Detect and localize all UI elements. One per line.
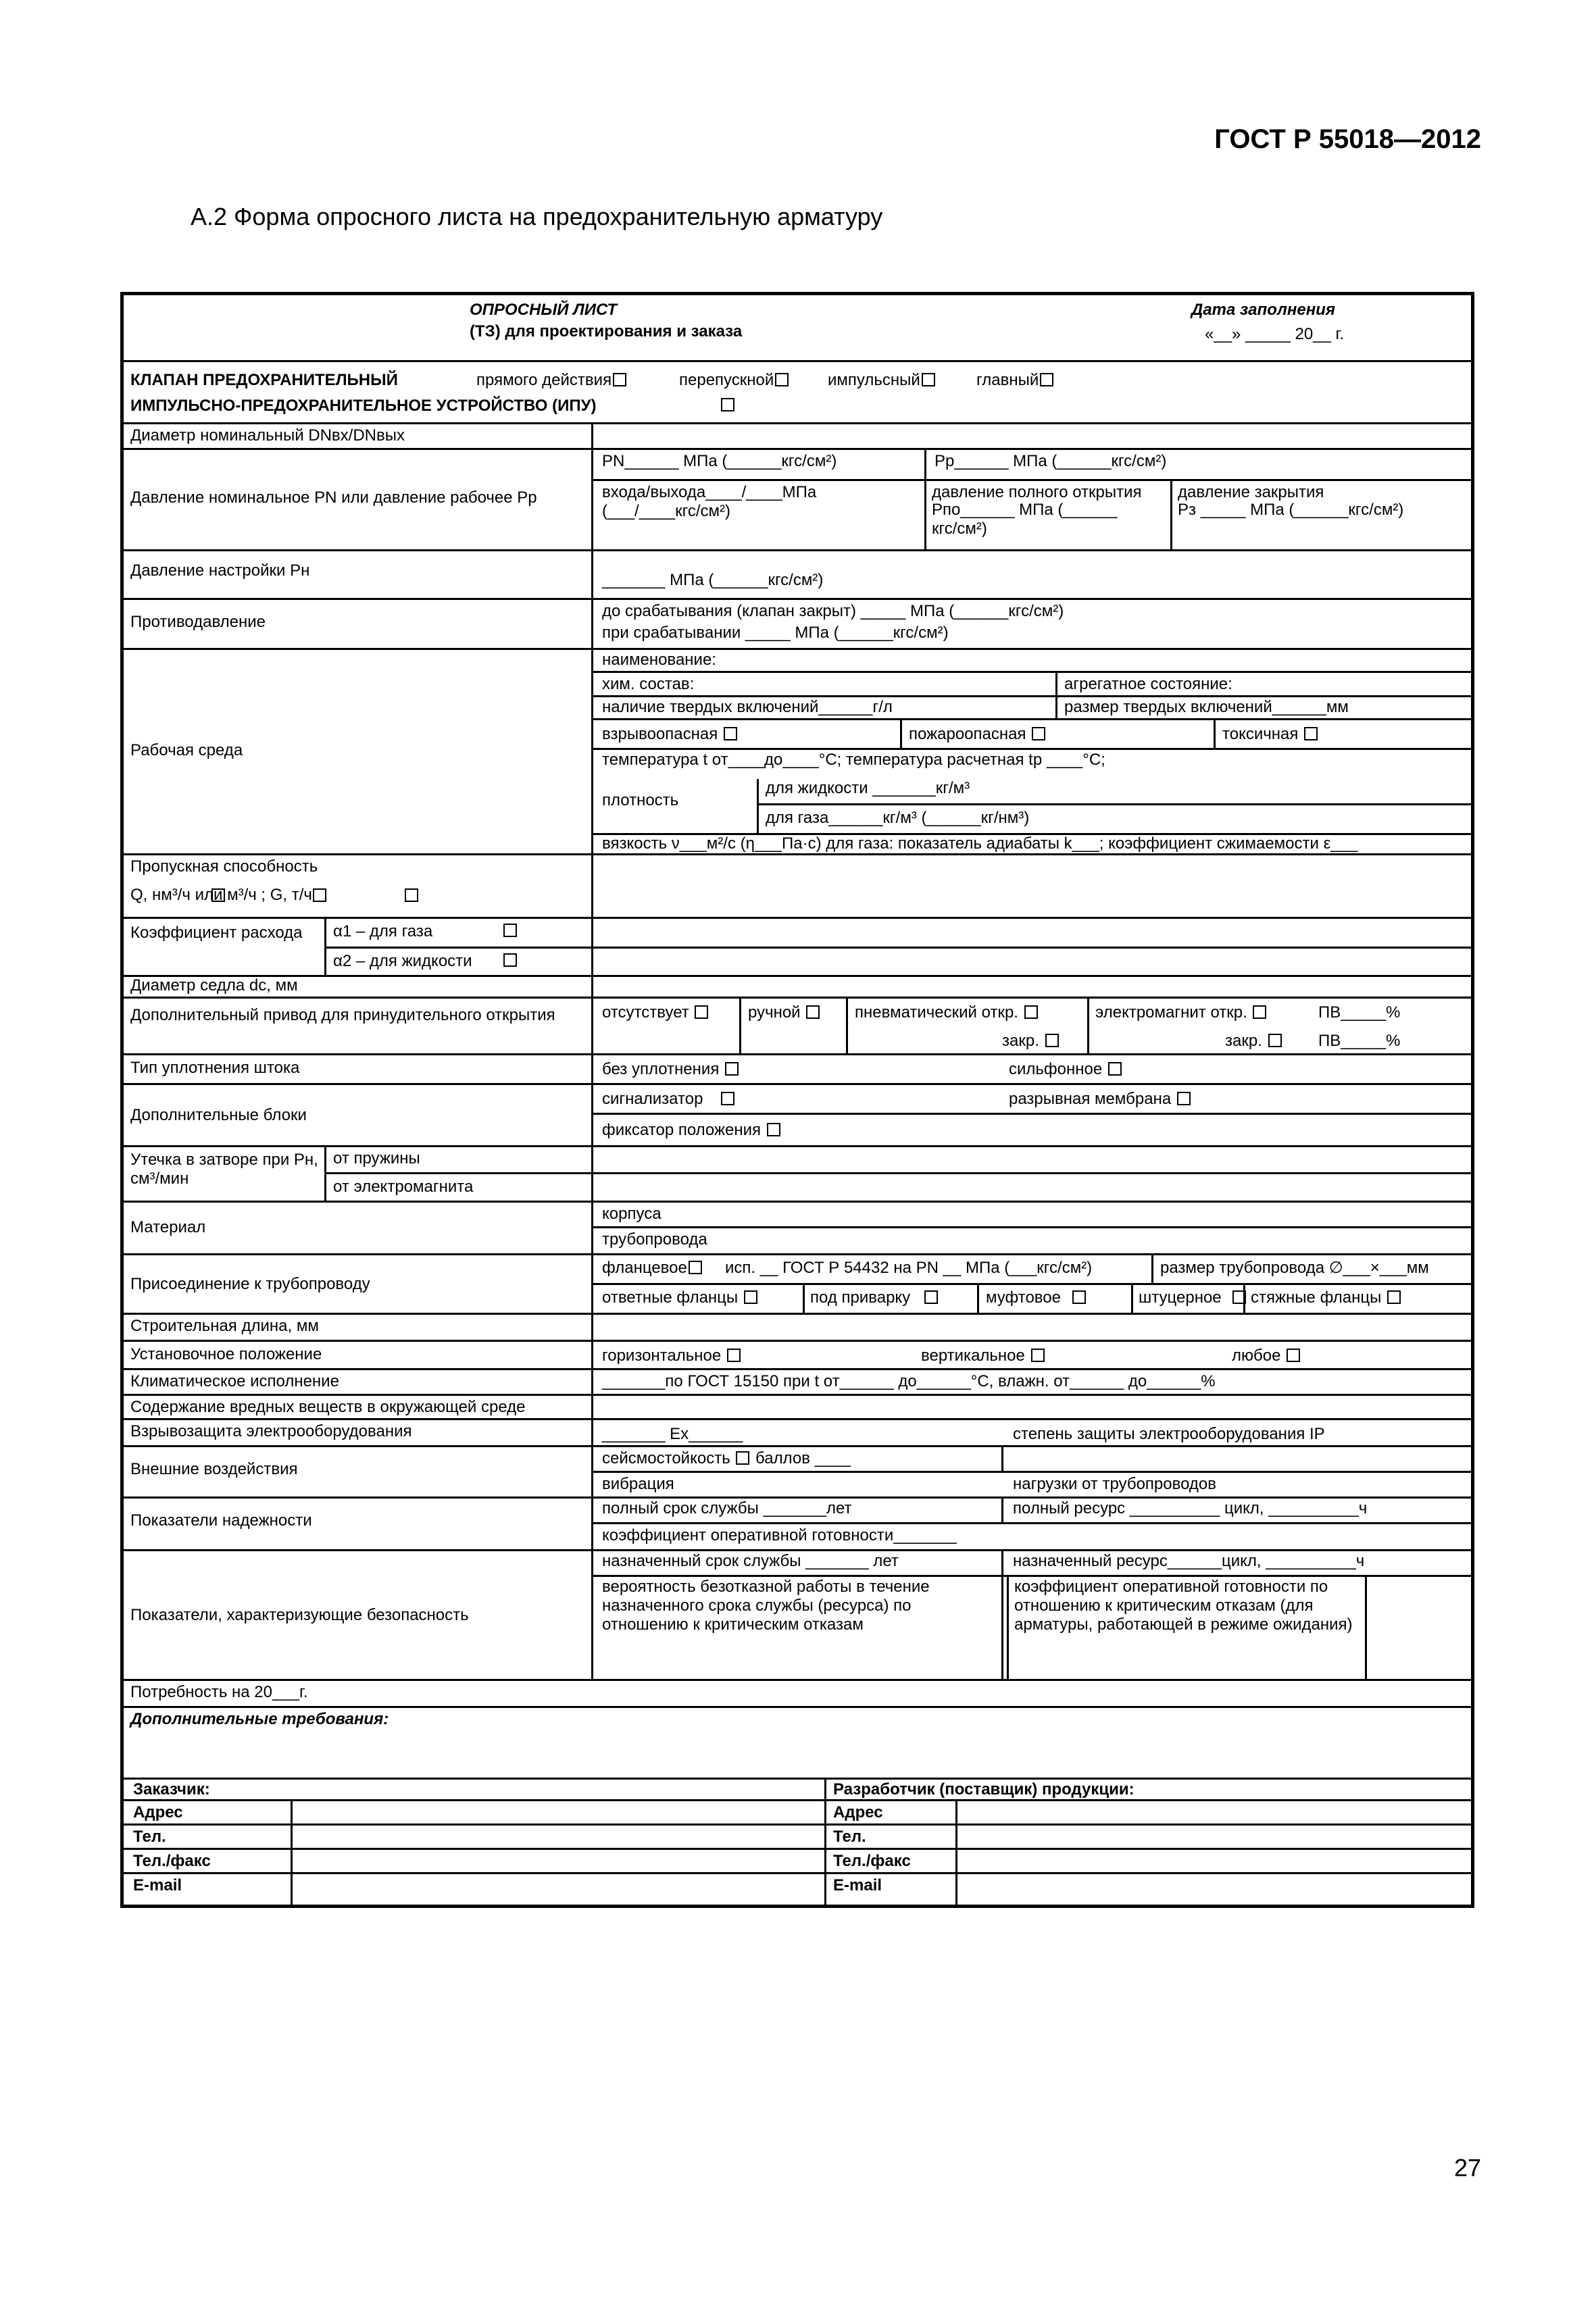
capacity-m3-checkbox[interactable] — [313, 888, 326, 902]
explosion-ex[interactable]: _______ Ex______ — [602, 1425, 743, 1443]
date-field[interactable]: «__» _____ 20__ г. — [1205, 325, 1345, 343]
checkbox[interactable] — [924, 1290, 938, 1304]
col-line — [291, 1799, 293, 1906]
density-gas[interactable]: для газа______кг/м³ (______кг/нм³) — [766, 809, 1030, 827]
block-signal[interactable]: сигнализатор — [602, 1090, 736, 1109]
checkbox[interactable] — [1031, 1349, 1045, 1362]
checkbox[interactable] — [775, 373, 789, 386]
row-line — [124, 1083, 1472, 1085]
coef-gas-checkbox[interactable] — [503, 924, 517, 937]
col-line — [900, 718, 902, 748]
form-title: ОПРОСНЫЙ ЛИСТ — [470, 301, 618, 319]
checkbox[interactable] — [806, 1005, 820, 1019]
drive-manual[interactable]: ручной — [748, 1003, 821, 1022]
row-line — [124, 1394, 1472, 1396]
col-line — [1001, 1445, 1003, 1471]
row-line — [759, 803, 1472, 805]
drive-pv-close[interactable]: ПВ_____% — [1318, 1032, 1401, 1050]
row-line — [124, 648, 1472, 650]
checkbox[interactable] — [721, 1092, 734, 1105]
medium-state[interactable]: агрегатное состояние: — [1064, 675, 1232, 693]
checkbox[interactable] — [1232, 1290, 1246, 1304]
col-line — [1055, 671, 1057, 718]
page-number: 27 — [1453, 2154, 1481, 2182]
developer-label: Разработчик (поставщик) продукции: — [833, 1780, 1134, 1799]
col-line — [803, 1283, 805, 1313]
set-pressure-field[interactable]: _______ МПа (______кгс/см²) — [602, 571, 824, 589]
col-line — [1087, 997, 1089, 1053]
drive-electromagnet-close[interactable]: закр. — [1225, 1032, 1283, 1051]
col-line — [324, 1145, 326, 1201]
material-pipe[interactable]: трубопровода — [602, 1230, 707, 1249]
row-line — [124, 1253, 1472, 1255]
col-line — [324, 917, 326, 975]
reliability-label: Показатели надежности — [130, 1511, 312, 1530]
row-line — [593, 1471, 1472, 1473]
coef-gas: α1 – для газа — [333, 922, 433, 940]
set-pressure-label: Давление настройки Pн — [130, 561, 310, 580]
coef-liquid: α2 – для жидкости — [333, 952, 472, 970]
climate-field[interactable]: _______по ГОСТ 15150 при t от______ до______°С, влажн. от______ до______% — [602, 1372, 1216, 1390]
row-line — [593, 479, 1472, 481]
leak-electromagnet: от электромагнита — [333, 1178, 474, 1196]
col-line — [824, 1778, 826, 1906]
close-field[interactable]: Pз _____ МПа (______кгс/см²) — [1178, 501, 1404, 519]
block-fixer[interactable]: фиксатор положения — [602, 1121, 782, 1140]
section-heading: А.2 Форма опросного листа на предохранительную арматуру — [191, 203, 883, 230]
capacity-q-checkbox[interactable] — [211, 888, 225, 902]
close-label: давление закрытия — [1178, 483, 1324, 501]
drive-pneumatic-close[interactable]: закр. — [1002, 1032, 1060, 1051]
capacity-units: Q, нм³/ч или м³/ч ; G, т/ч — [130, 886, 312, 904]
density-label: плотность — [602, 791, 679, 809]
external-vibration[interactable]: вибрация — [602, 1475, 674, 1493]
option-impulse[interactable]: импульсный — [828, 371, 937, 390]
full-open-unit: кгс/см²) — [932, 520, 987, 538]
material-label: Материал — [130, 1218, 206, 1236]
medium-solids-size[interactable]: размер твердых включений______мм — [1064, 698, 1349, 716]
medium-chem[interactable]: хим. состав: — [602, 675, 695, 693]
backpressure-closed[interactable]: до срабатывания (клапан закрыт) _____ МПа (______кгс/см²) — [602, 602, 1064, 620]
row-line — [124, 549, 1472, 551]
col-line — [1001, 1549, 1003, 1679]
demand-label: Потребность на 20___г. — [130, 1683, 308, 1701]
connection-coupling[interactable]: муфтовое — [986, 1288, 1087, 1307]
checkbox[interactable] — [767, 1123, 780, 1136]
safety-probability: вероятность безотказной работы в течение назначенного срока службы (ресурса) по отношению к критическим отказам — [602, 1578, 930, 1634]
coef-label: Коэффициент расхода — [130, 924, 303, 942]
checkbox[interactable] — [922, 373, 935, 386]
safety-readiness: коэффициент оперативной готовности по отношению к критическим отказам (для арматуры, работающей в режиме ожидания) — [1014, 1578, 1353, 1634]
drive-label: Дополнительный привод для принудительного открытия — [130, 1006, 555, 1024]
full-open-field[interactable]: Pпо______ МПа (______ — [932, 501, 1118, 519]
row-line — [124, 1872, 1472, 1874]
row-line — [124, 853, 1472, 855]
questionnaire-form — [120, 292, 1474, 1908]
install-horizontal[interactable]: горизонтальное — [602, 1347, 742, 1365]
drive-pneumatic[interactable]: пневматический откр. — [855, 1003, 1039, 1022]
capacity-g-checkbox[interactable] — [405, 888, 418, 902]
option-direct[interactable]: прямого действия — [476, 371, 628, 390]
row-line — [124, 1496, 1472, 1499]
row-line — [124, 1823, 1472, 1826]
viscosity-field[interactable]: вязкость ν___м²/с (η___Па·с) для газа: показатель адиабаты k___; коэффициент сжимаемости ε___ — [602, 834, 1358, 853]
medium-explosive[interactable]: взрывоопасная — [602, 725, 739, 744]
connection-pipe-size[interactable]: размер трубопровода ∅___×___мм — [1160, 1259, 1429, 1277]
external-seismic[interactable]: сейсмостойкость баллов ____ — [602, 1449, 851, 1467]
seal-label: Тип уплотнения штока — [130, 1059, 300, 1077]
row-line — [124, 1799, 1472, 1801]
row-line — [593, 1522, 1472, 1524]
col-line — [846, 997, 848, 1053]
seat-diameter-label: Диаметр седла dс, мм — [130, 976, 298, 995]
col-line — [1214, 718, 1216, 748]
connection-weld[interactable]: под приварку — [810, 1288, 939, 1307]
row-line — [124, 975, 1472, 977]
medium-solids[interactable]: наличие твердых включений______г/л — [602, 698, 893, 716]
checkbox[interactable] — [1268, 1034, 1282, 1047]
row-line — [326, 947, 1472, 949]
coef-liquid-checkbox[interactable] — [503, 953, 517, 967]
checkbox[interactable] — [1040, 373, 1053, 386]
col-line — [1007, 1575, 1009, 1679]
row-line — [124, 1549, 1472, 1551]
density-liquid[interactable]: для жидкости _______кг/м³ — [766, 779, 970, 797]
checkbox[interactable] — [1253, 1005, 1266, 1019]
developer-address: Адрес — [833, 1803, 883, 1821]
full-open-label: давление полного открытия — [932, 483, 1142, 501]
customer-label: Заказчик: — [133, 1780, 210, 1799]
col-line — [1170, 479, 1172, 549]
diameter-label: Диаметр номинальный DNвх/DNвых — [130, 426, 405, 445]
additional-requirements-label: Дополнительные требования: — [130, 1710, 389, 1728]
checkbox[interactable] — [1045, 1034, 1059, 1047]
col-line — [1131, 1283, 1133, 1313]
row-line — [593, 718, 1472, 720]
medium-name[interactable]: наименование: — [602, 651, 716, 669]
row-line — [593, 1283, 1472, 1285]
checkbox[interactable] — [1108, 1062, 1122, 1076]
row-line — [124, 1368, 1472, 1370]
option-bypass[interactable]: перепускной — [679, 371, 790, 390]
medium-temperature[interactable]: температура t от____до____°С; температура расчетная tр ____°С; — [602, 751, 1105, 769]
developer-email: E-mail — [833, 1876, 882, 1894]
checkbox[interactable] — [1304, 727, 1318, 740]
customer-fax: Тел./факс — [133, 1852, 211, 1870]
col-line — [924, 448, 926, 549]
explosion-ip[interactable]: степень защиты электрооборудования IP — [1013, 1425, 1325, 1443]
row-line — [124, 1201, 1472, 1203]
leak-spring: от пружины — [333, 1149, 420, 1167]
medium-toxic[interactable]: токсичная — [1222, 725, 1319, 744]
customer-phone: Тел. — [133, 1828, 166, 1846]
drive-pv-open[interactable]: ПВ_____% — [1318, 1003, 1401, 1022]
col-line — [977, 1283, 979, 1313]
climate-label: Климатическое исполнение — [130, 1372, 339, 1390]
external-loads[interactable]: нагрузки от трубопроводов — [1013, 1475, 1217, 1493]
row-line — [124, 1706, 1472, 1708]
row-line — [593, 695, 1472, 697]
install-label: Установочное положение — [130, 1345, 322, 1363]
length-label: Строительная длина, мм — [130, 1317, 319, 1335]
col-line — [757, 779, 759, 833]
inout-field-kgs[interactable]: (___/____кгс/см²) — [602, 502, 730, 520]
checkbox[interactable] — [695, 1005, 708, 1019]
col-line — [739, 997, 741, 1053]
blocks-label: Дополнительные блоки — [130, 1106, 307, 1124]
checkbox[interactable] — [724, 727, 737, 740]
safety-resource[interactable]: назначенный ресурс______цикл, __________ч — [1013, 1552, 1365, 1570]
reliability-coef[interactable]: коэффициент оперативной готовности_______ — [602, 1526, 957, 1544]
pp-field[interactable]: Pр______ МПа (______кгс/см²) — [934, 452, 1167, 470]
checkbox[interactable] — [1072, 1290, 1086, 1304]
row-line — [124, 448, 1472, 450]
row-line — [124, 422, 1472, 424]
col-line — [591, 422, 593, 1679]
option-main[interactable]: главный — [976, 371, 1055, 390]
checkbox[interactable] — [1032, 727, 1045, 740]
checkbox[interactable] — [613, 373, 626, 386]
checkbox[interactable] — [727, 1349, 741, 1362]
col-line — [955, 1799, 957, 1906]
checkbox[interactable] — [725, 1062, 739, 1076]
col-line — [1001, 1496, 1003, 1522]
row-line — [124, 1340, 1472, 1342]
safety-life[interactable]: назначенный срок службы _______ лет — [602, 1552, 899, 1570]
row-line — [124, 1418, 1472, 1420]
row-line — [593, 1575, 1472, 1577]
row-line — [124, 598, 1472, 600]
row-line — [593, 1113, 1472, 1115]
checkbox[interactable] — [689, 1261, 702, 1274]
developer-phone: Тел. — [833, 1828, 866, 1846]
inout-field[interactable]: входа/выхода____/____МПа — [602, 483, 817, 501]
safety-label: Показатели, характеризующие безопасность — [130, 1606, 469, 1624]
pn-field[interactable]: PN______ МПа (______кгс/см²) — [602, 452, 837, 470]
medium-fire[interactable]: пожароопасная — [909, 725, 1047, 744]
connection-mating[interactable]: ответные фланцы — [602, 1288, 759, 1307]
drive-electromagnet[interactable]: электромагнит откр. — [1095, 1003, 1268, 1022]
capacity-label: Пропускная способность — [130, 857, 318, 876]
checkbox[interactable] — [1024, 1005, 1038, 1019]
install-any[interactable]: любое — [1232, 1347, 1301, 1365]
drive-none[interactable]: отсутствует — [602, 1003, 709, 1022]
standard-number: ГОСТ Р 55018—2012 — [1214, 124, 1481, 154]
external-label: Внешние воздействия — [130, 1460, 298, 1478]
harmful-label: Содержание вредных веществ в окружающей среде — [130, 1398, 526, 1416]
connection-flange[interactable]: фланцевое — [602, 1259, 703, 1278]
row-line — [124, 1053, 1472, 1055]
valve-type-label: КЛАПАН ПРЕДОХРАНИТЕЛЬНЫЙ — [130, 371, 398, 389]
row-line — [124, 1848, 1472, 1850]
row-line — [593, 671, 1472, 673]
seal-none[interactable]: без уплотнения — [602, 1060, 740, 1079]
checkbox[interactable] — [1287, 1349, 1300, 1362]
form-subtitle: (ТЗ) для проектирования и заказа — [470, 322, 743, 341]
install-vertical[interactable]: вертикальное — [921, 1347, 1046, 1365]
date-label: Дата заполнения — [1191, 301, 1336, 319]
checkbox[interactable] — [1387, 1290, 1401, 1304]
ipu-checkbox[interactable] — [721, 398, 734, 411]
connection-gost[interactable]: исп. __ ГОСТ Р 54432 на PN __ МПа (___кгс/см²) — [725, 1259, 1093, 1277]
row-line — [326, 1172, 1472, 1174]
row-line — [124, 1445, 1472, 1447]
reliability-resource[interactable]: полный ресурс __________ цикл, __________ч — [1013, 1499, 1368, 1517]
backpressure-open[interactable]: при срабатывании _____ МПа (______кгс/см²) — [602, 624, 949, 642]
ipu-label: ИМПУЛЬСНО-ПРЕДОХРАНИТЕЛЬНОЕ УСТРОЙСТВО (ИПУ) — [130, 397, 597, 415]
leak-label: Утечка в затворе при Pн, см³/мин — [130, 1151, 318, 1188]
customer-email: E-mail — [133, 1876, 182, 1894]
row-line — [124, 1679, 1472, 1681]
seal-bellows[interactable]: сильфонное — [1009, 1060, 1123, 1079]
connection-clamp[interactable]: стяжные фланцы — [1251, 1288, 1402, 1307]
row-line — [593, 748, 1472, 750]
pressure-label: Давление номинальное PN или давление рабочее Pр — [130, 488, 537, 507]
col-line — [1365, 1575, 1367, 1679]
connection-label: Присоединение к трубопроводу — [130, 1275, 370, 1293]
row-line — [593, 1226, 1472, 1228]
customer-address: Адрес — [133, 1803, 183, 1821]
backpressure-label: Противодавление — [130, 613, 266, 631]
explosion-label: Взрывозащита электрооборудования — [130, 1422, 412, 1440]
row-line — [124, 997, 1472, 999]
row-line — [124, 1778, 1472, 1780]
checkbox[interactable] — [1177, 1092, 1191, 1105]
material-body[interactable]: корпуса — [602, 1205, 662, 1223]
block-membrane[interactable]: разрывная мембрана — [1009, 1090, 1192, 1109]
developer-fax: Тел./факс — [833, 1852, 911, 1870]
reliability-life[interactable]: полный срок службы _______лет — [602, 1499, 852, 1517]
medium-label: Рабочая среда — [130, 741, 243, 759]
checkbox[interactable] — [736, 1451, 749, 1465]
row-line — [124, 1313, 1472, 1315]
checkbox[interactable] — [744, 1290, 757, 1304]
row-line — [124, 360, 1472, 362]
col-line — [1151, 1253, 1153, 1283]
connection-nipple[interactable]: штуцерное — [1139, 1288, 1247, 1307]
